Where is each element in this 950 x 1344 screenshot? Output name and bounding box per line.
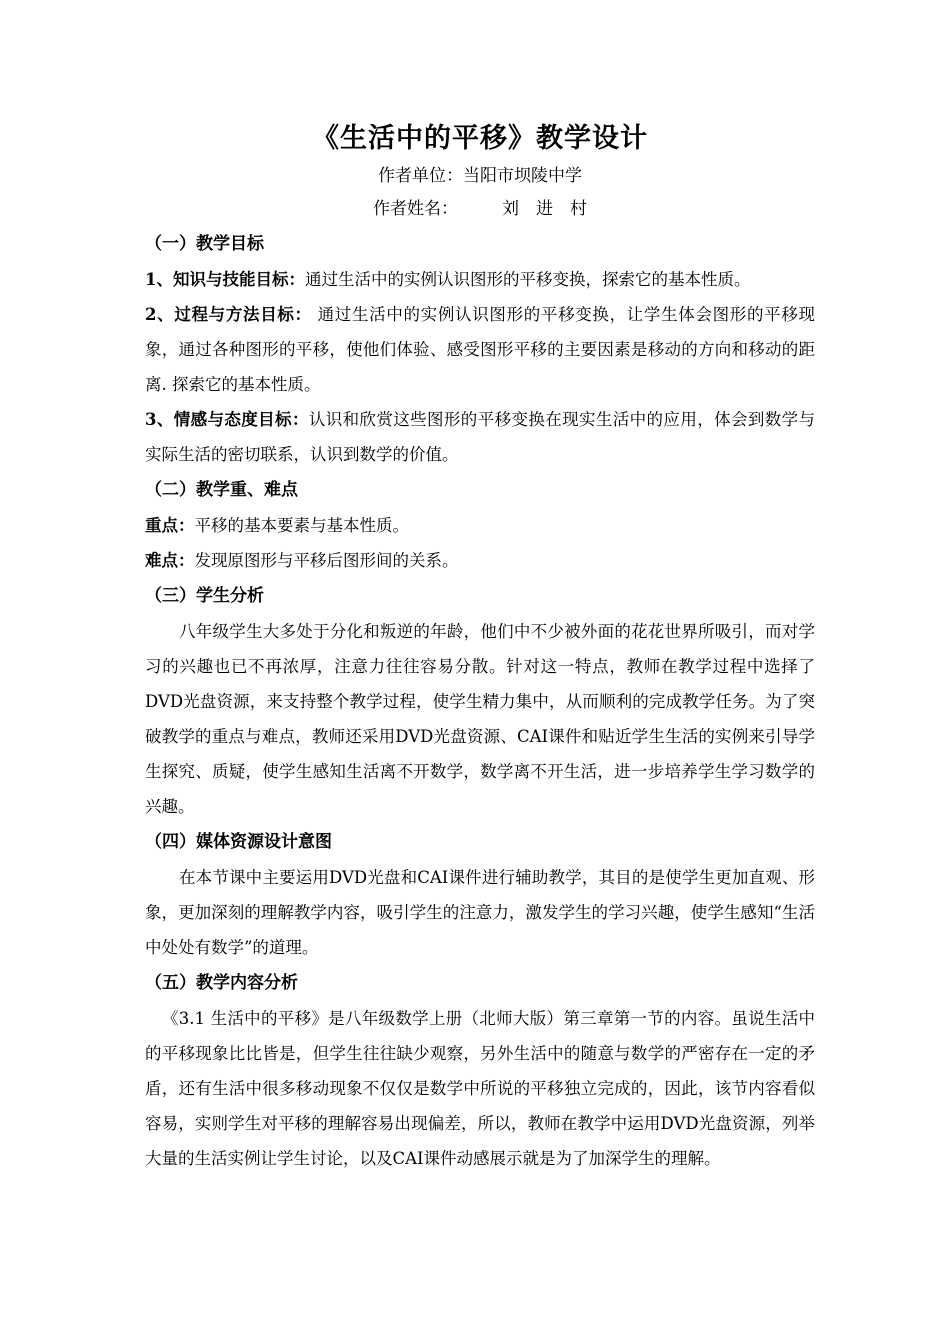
goal-knowledge-text: 通过生活中的实例认识图形的平移变换，探索它的基本性质。: [304, 270, 751, 289]
goal-process-text: 通过生活中的实例认识图形的平移变换，让学生体会图形的平移现象，通过各种图形的平移，使他们体验、感受图形平移的主要因素是移动的方向和移动的距离. 探索它的基本性质。: [145, 305, 815, 394]
media-paragraph: 在本节课中主要运用DVD光盘和CAI课件进行辅助教学，其目的是使学生更加直观、形象，更加深刻的理解教学内容，吸引学生的注意力，激发学生的学习兴趣，使学生感知“生活中处处有数学”的道理。: [145, 868, 815, 957]
students-paragraph: 八年级学生大多处于分化和叛逆的年龄，他们中不少被外面的花花世界所吸引，而对学习的兴趣也已不再浓厚，注意力往往容易分散。针对这一特点，教师在教学过程中选择了DVD光盘资源，来支持整个教学过程，使学生精力集中，从而顺利的完成教学任务。为了突破教学的重点与难点，教师还采用DVD光盘资源、CAI课件和贴近学生生活的实例来引导学生探究、质疑，使学生感知生活离不开数学，数学离不开生活，进一步培养学生学习数学的兴趣。: [145, 622, 815, 816]
goal-emotion-text: 认识和欣赏这些图形的平移变换在现实生活中的应用，体会到数学与实际生活的密切联系，认识到数学的价值。: [145, 410, 816, 464]
author-name-line: [145, 193, 815, 226]
document-title: 《生活中的平移》教学设计: [312, 123, 648, 154]
section-goals-heading: （一）教学目标: [145, 234, 264, 254]
key-point: [145, 508, 815, 543]
key-point-label: 重点：: [145, 516, 195, 535]
key-point-text: 平移的基本要素与基本性质。: [194, 516, 409, 535]
goal-process: [145, 297, 815, 402]
content-paragraph: 《3.1 生活中的平移》是八年级数学上册（北师大版）第三章第一节的内容。虽说生活中的平移现象比比皆是，但学生往往缺少观察，另外生活中的随意与数学的严密存在一定的矛盾，还有生活中很多移动现象不仅仅是数学中所说的平移独立完成的，因此，该节内容看似容易，实则学生对平移的理解容易出现偏差，所以，教师在教学中运用DVD光盘资源，列举大量的生活实例让学生讨论，以及CAI课件动感展示就是为了加深学生的理解。: [145, 1009, 815, 1168]
goal-knowledge: [145, 262, 815, 297]
section-media-heading: （四）媒体资源设计意图: [145, 832, 332, 852]
author-name-label: 作者姓名：: [373, 199, 458, 219]
goal-emotion: [145, 402, 815, 472]
goal-knowledge-label: 1、知识与技能目标：: [145, 270, 305, 289]
goal-emotion-label: 3、情感与态度目标：: [145, 410, 309, 429]
difficult-point-label: 难点：: [145, 551, 195, 570]
author-name: 刘 进 村: [502, 199, 587, 219]
section-content-heading: （五）教学内容分析: [145, 973, 298, 993]
section-students-heading: （三）学生分析: [145, 586, 264, 606]
difficult-point: [145, 543, 815, 578]
document-page: [145, 118, 815, 1176]
difficult-point-text: 发现原图形与平移后图形间的关系。: [194, 551, 459, 570]
goal-process-label: 2、过程与方法目标：: [145, 305, 312, 324]
section-keypoints-heading: （二）教学重、难点: [145, 480, 298, 500]
author-unit: 作者单位：当阳市坝陵中学: [378, 166, 582, 186]
